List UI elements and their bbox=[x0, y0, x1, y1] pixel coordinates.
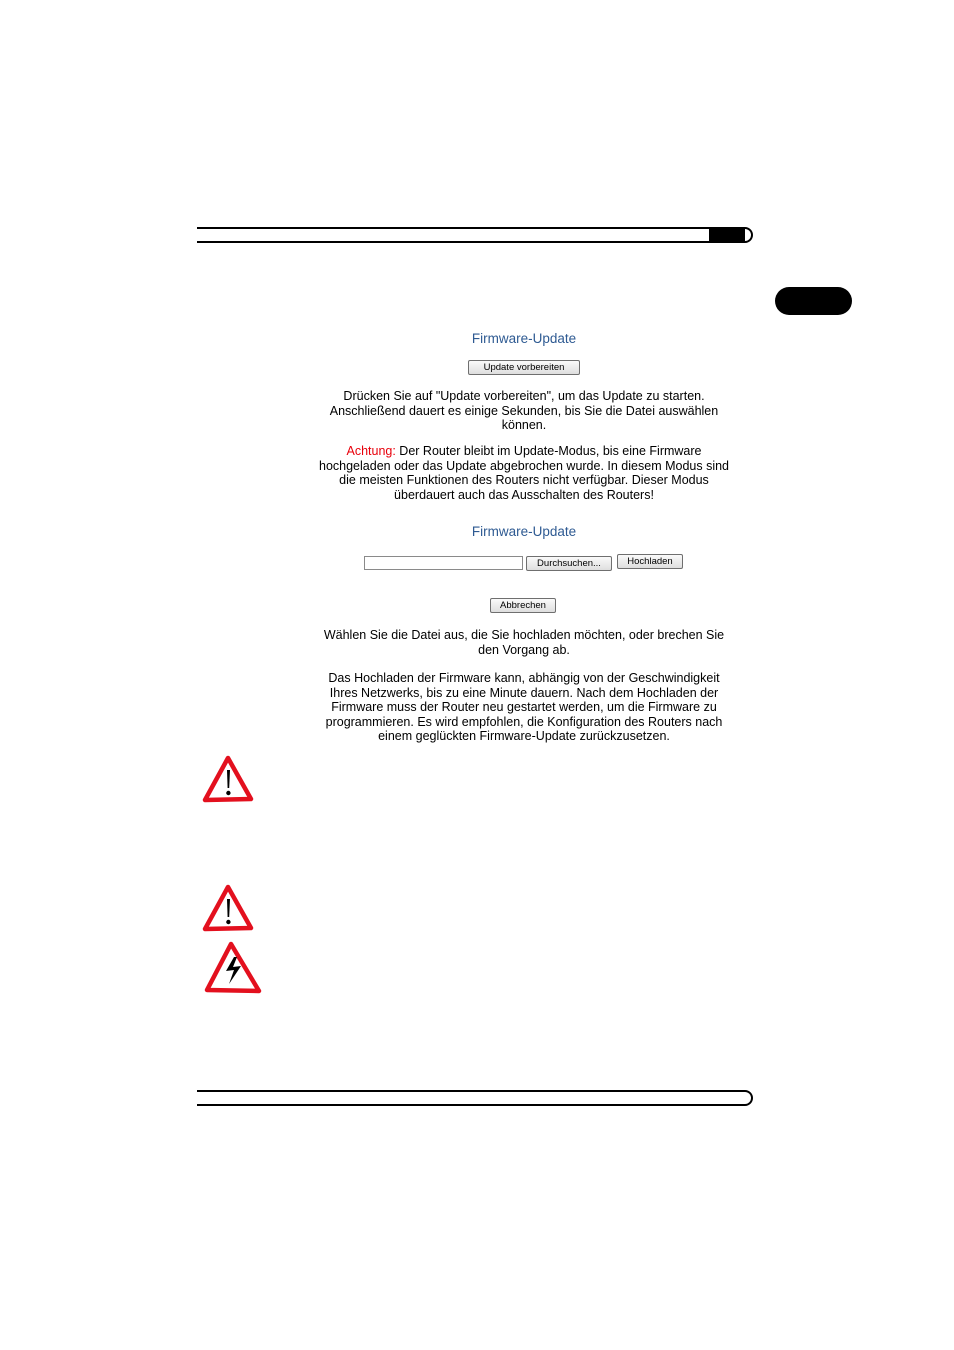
info-line: Firmware muss der Router neu gestartet werden, um die Firmware zu bbox=[331, 700, 717, 715]
warning-line bbox=[310, 444, 738, 459]
warning-label: Achtung: bbox=[346, 444, 396, 458]
update-mode-warning bbox=[310, 444, 738, 502]
footer-rule bbox=[197, 1090, 753, 1106]
header-rule bbox=[197, 227, 753, 243]
warning-exclamation-icon bbox=[201, 754, 255, 804]
upload-info-text bbox=[310, 671, 738, 744]
electric-hazard-icon bbox=[203, 940, 263, 996]
firmware-update-title-1: Firmware-Update bbox=[471, 331, 577, 346]
instruction-line: können. bbox=[501, 418, 547, 433]
warning-line: hochgeladen oder das Update abgebrochen wurde. In diesem Modus sind bbox=[319, 458, 729, 473]
side-chapter-tab bbox=[775, 287, 852, 315]
instruction-line: Drücken Sie auf "Update vorbereiten", um das Update zu starten. bbox=[343, 389, 705, 403]
choose-line: den Vorgang ab. bbox=[478, 642, 570, 657]
header-tab-marker bbox=[709, 227, 745, 243]
warning-line: die meisten Funktionen des Routers nicht verfügbar. Dieser Modus bbox=[339, 473, 709, 488]
warning-text: Der Router bleibt im Update-Modus, bis eine Firmware bbox=[395, 444, 702, 458]
info-line: programmieren. Es wird empfohlen, die Konfiguration des Routers nach bbox=[325, 714, 723, 729]
prepare-update-button[interactable]: Update vorbereiten bbox=[468, 360, 580, 375]
warning-line: überdauert auch das Ausschalten des Routers! bbox=[394, 487, 654, 502]
firmware-file-input[interactable] bbox=[364, 556, 523, 570]
browse-button[interactable]: Durchsuchen... bbox=[526, 556, 612, 571]
info-line: einem geglückten Firmware-Update zurückzusetzen. bbox=[378, 729, 670, 744]
choose-line: Wählen Sie die Datei aus, die Sie hochladen möchten, oder brechen Sie bbox=[323, 628, 725, 642]
warning-exclamation-icon bbox=[201, 883, 255, 933]
info-line: Das Hochladen der Firmware kann, abhängig von der Geschwindigkeit bbox=[328, 671, 720, 685]
cancel-button[interactable]: Abbrechen bbox=[490, 598, 556, 613]
upload-button[interactable]: Hochladen bbox=[617, 554, 683, 569]
info-line: Ihres Netzwerks, bis zu eine Minute dauern. Nach dem Hochladen der bbox=[329, 685, 719, 700]
instruction-line: Anschließend dauert es einige Sekunden, bis Sie die Datei auswählen bbox=[329, 403, 719, 418]
prepare-instructions bbox=[310, 389, 738, 433]
choose-file-text bbox=[310, 628, 738, 657]
firmware-update-title-2: Firmware-Update bbox=[471, 524, 577, 539]
